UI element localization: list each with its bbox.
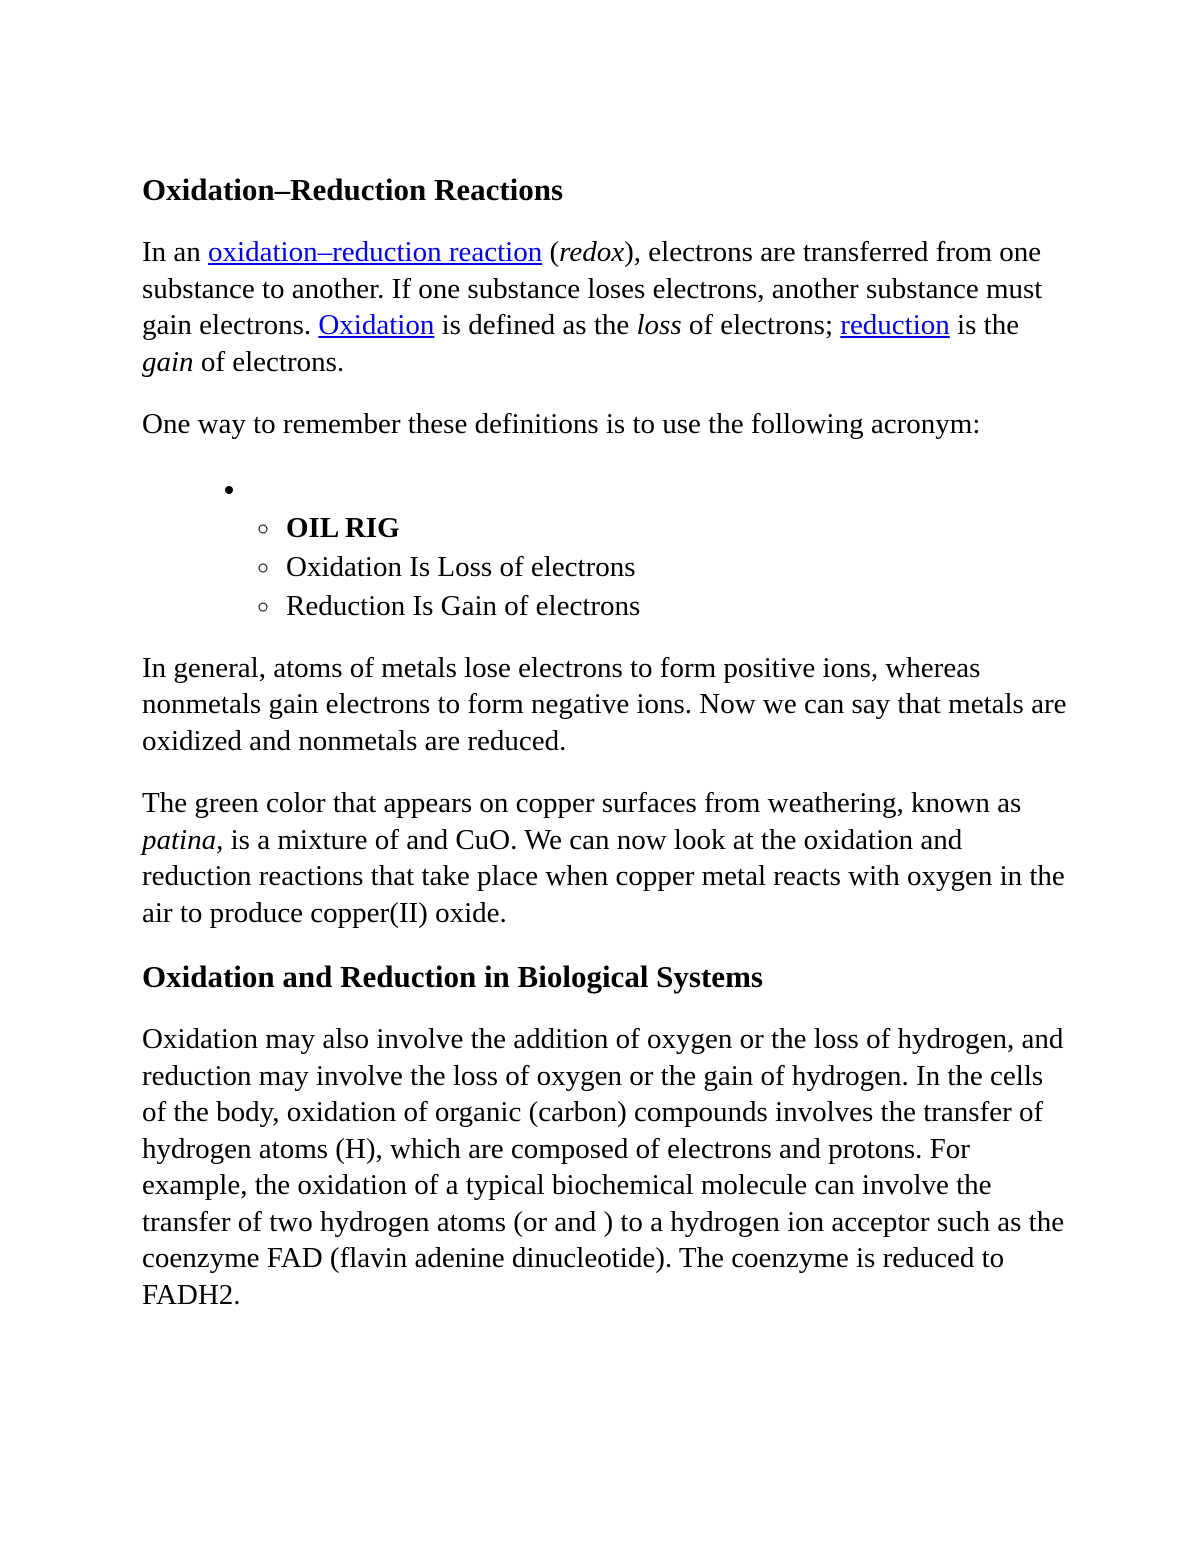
section-heading-biological: Oxidation and Reduction in Biological Systems bbox=[142, 959, 763, 994]
list-item-oil-rig: ◦ • OIL RIG bbox=[282, 509, 1072, 548]
term-loss: loss bbox=[636, 309, 682, 341]
link-oxidation[interactable]: Oxidation bbox=[318, 309, 435, 341]
mnemonic-sublist bbox=[248, 509, 1072, 626]
paragraph-acronym-intro: One way to remember these definitions is to use the following acronym: bbox=[142, 408, 981, 440]
paragraph-biological-systems: Oxidation may also involve the addition of oxygen or the loss of hydrogen, and reduction may involve the loss of oxygen or the gain of hydrogen. In the cells of the body, oxidation of organic (carbon) compounds involves the transfer of hydrogen atoms (H), which are composed of electrons and protons. For example, the oxidation of a typical biochemical molecule can involve the transfer of two hydrogen atoms (or and ) to a hydrogen ion acceptor such as the coenzyme FAD (flavin adenine dinucleotide). The coenzyme is reduced to FADH2. bbox=[142, 1023, 1065, 1311]
paragraph-metals-nonmetals: In general, atoms of metals lose electrons to form positive ions, whereas nonmetals gain electrons to form negative ions. Now we can say that metals are oxidized and nonmetals are reduced. bbox=[142, 651, 1067, 757]
document-page bbox=[142, 170, 1072, 1339]
mnemonic-list bbox=[142, 469, 1072, 626]
paragraph-redox-intro: In an oxidation–reduction reaction (redox), electrons are transferred from one substance to another. If one substance loses electrons, another substance must gain electrons. Oxidation is defined as the loss of electrons; reduction is the gain of electrons. bbox=[142, 236, 1043, 378]
list-item-oxidation-loss: ◦ Oxidation Is Loss of electrons bbox=[282, 548, 1072, 587]
mnemonic-list-wrapper bbox=[142, 469, 1072, 626]
list-item bbox=[248, 469, 1072, 626]
term-gain: gain bbox=[142, 345, 194, 378]
link-reduction[interactable]: reduction bbox=[840, 309, 950, 341]
term-redox: redox bbox=[559, 236, 625, 268]
paragraph-patina: The green color that appears on copper surfaces from weathering, known as patina, is a mixture of and CuO. We can now look at the oxidation and reduction reactions that take place when copper metal reacts with oxygen in the air to produce copper(II) oxide. bbox=[142, 787, 1065, 929]
link-oxidation-reduction-reaction[interactable]: oxidation–reduction reaction bbox=[208, 236, 543, 268]
term-patina: patina bbox=[142, 823, 217, 856]
section-heading-redox: Oxidation–Reduction Reactions bbox=[142, 172, 564, 207]
list-item-reduction-gain: ◦ Reduction Is Gain of electrons bbox=[282, 587, 1072, 626]
